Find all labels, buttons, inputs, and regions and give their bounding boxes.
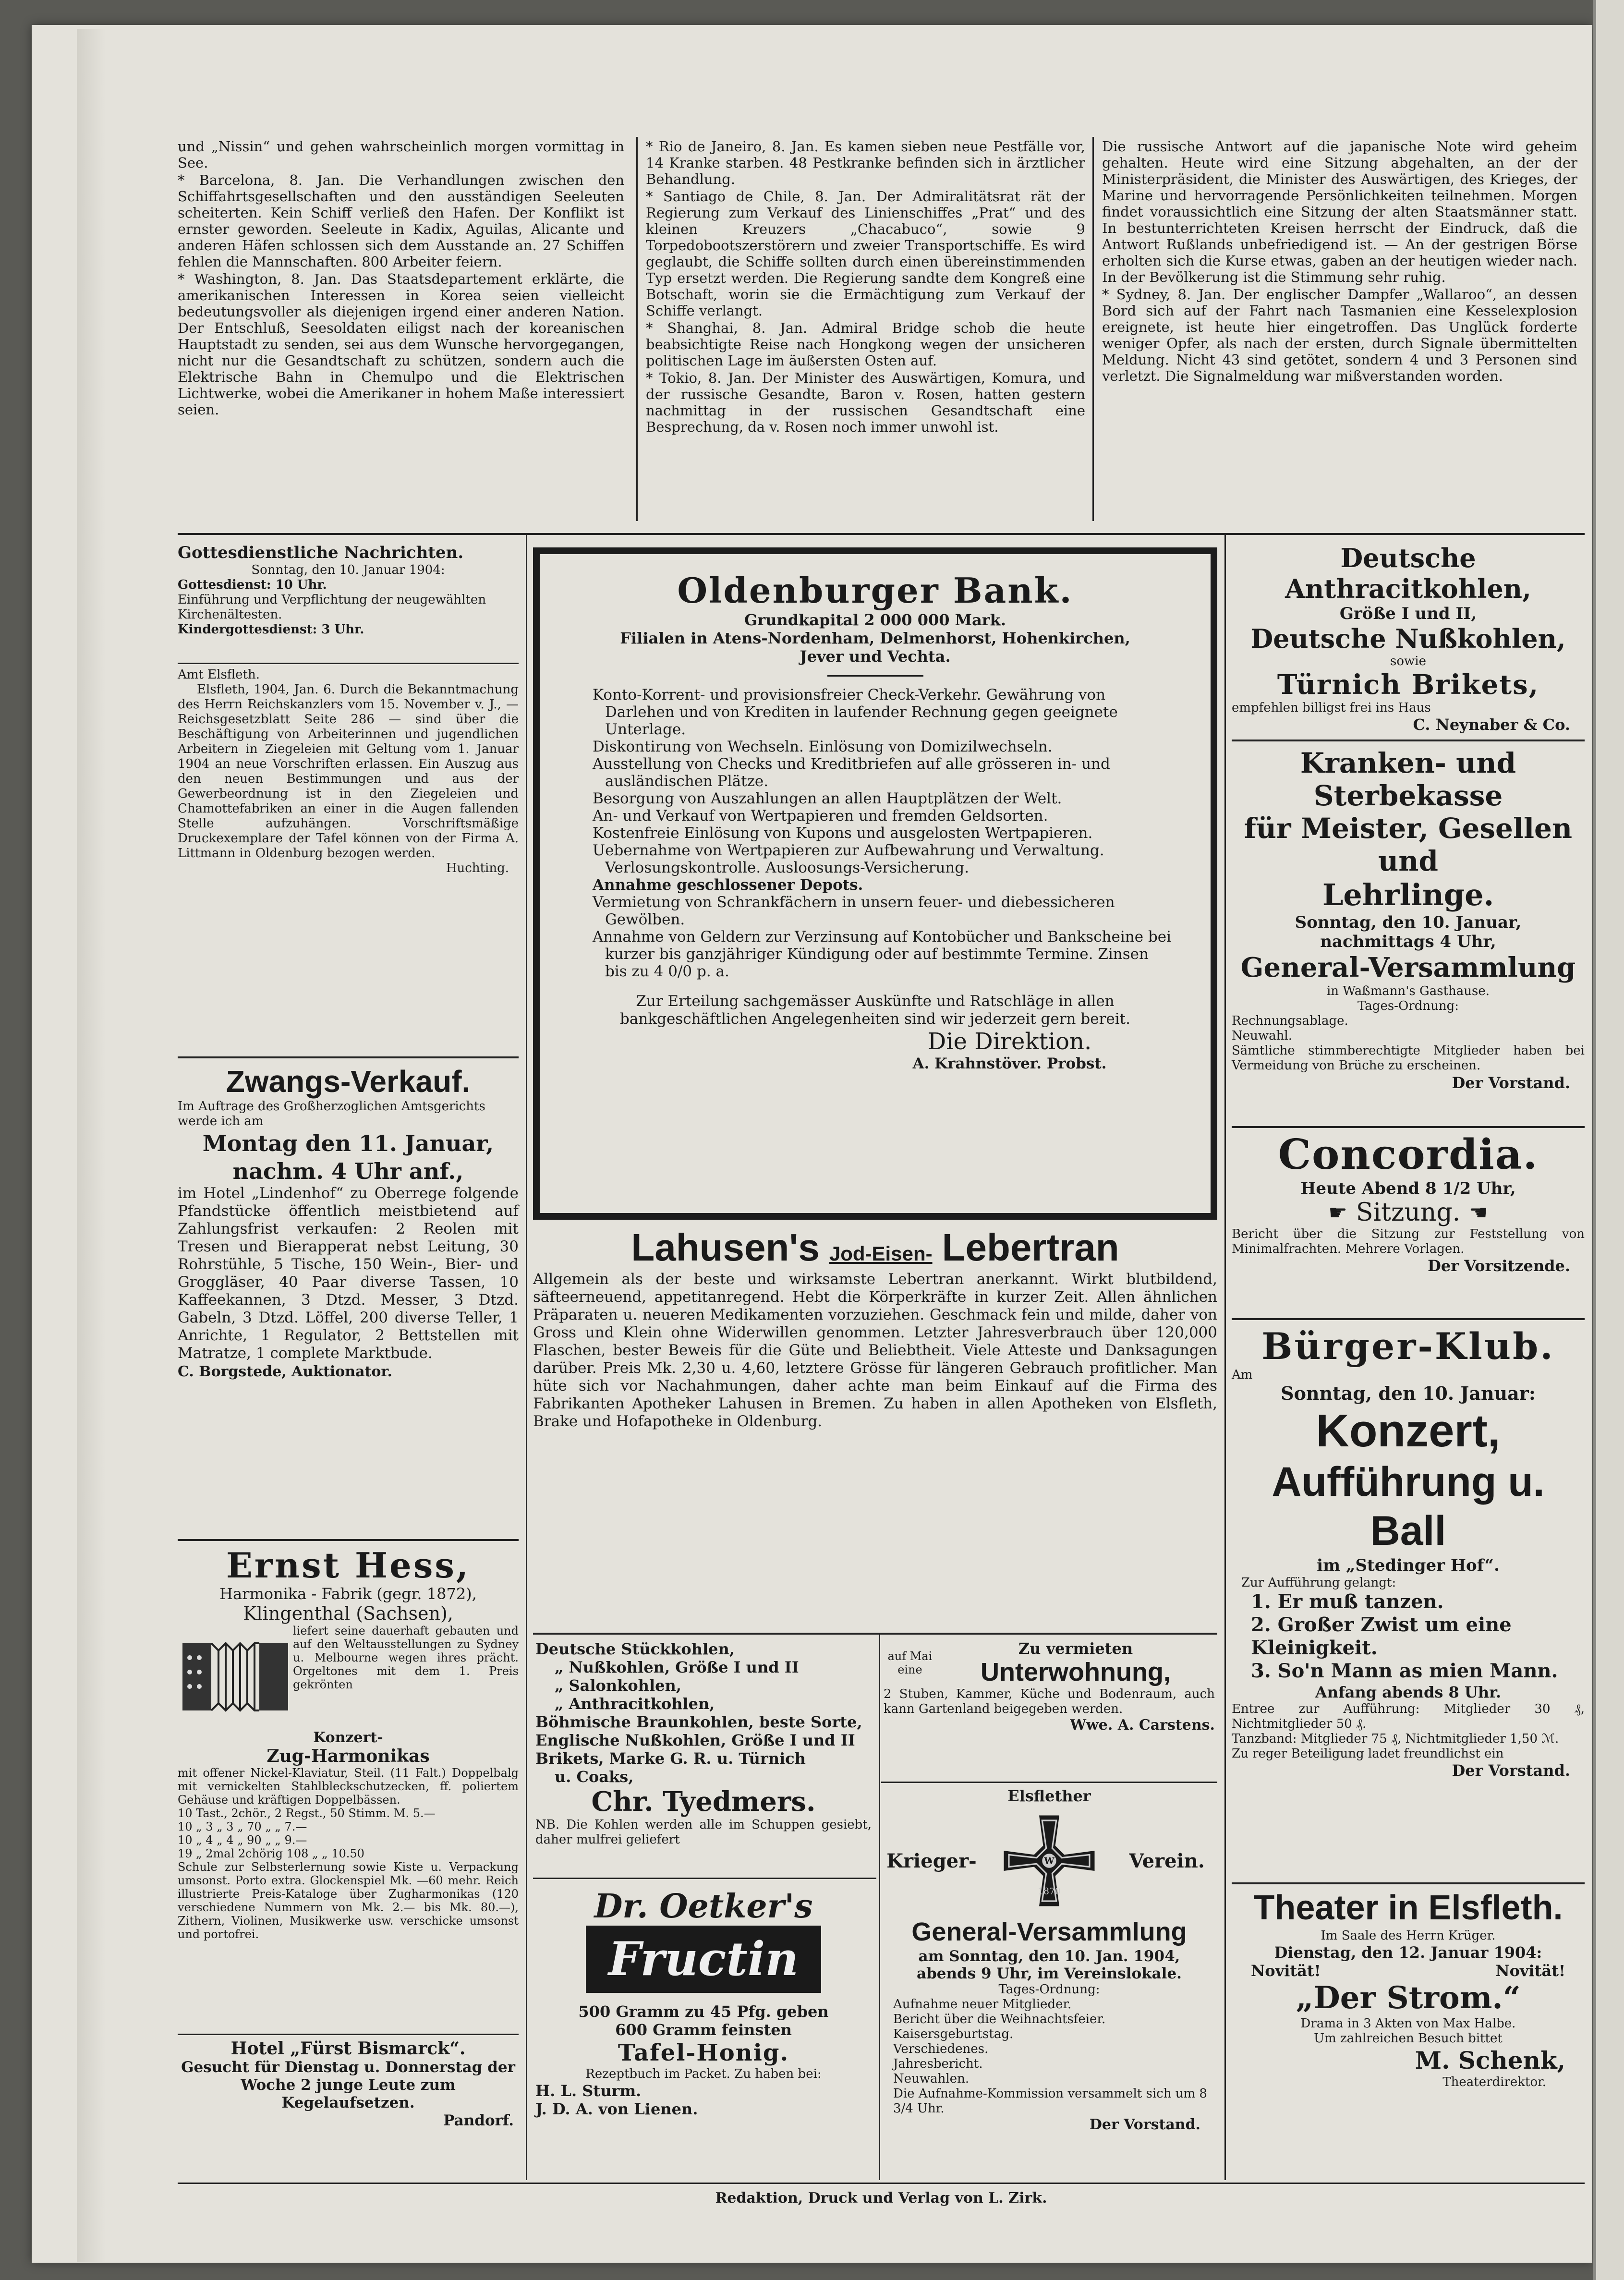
bank-service-item: An- und Verkauf von Wertpapieren und fremden Geldsorten.: [593, 807, 1048, 825]
ad-line: Klingenthal (Sachsen),: [243, 1603, 453, 1624]
notice-heading: Amt Elsfleth.: [178, 667, 260, 682]
brand-product: Fructin: [586, 1926, 821, 1993]
ad-product: Tafel-Honig.: [618, 2039, 789, 2066]
buerger-klub-ad: [1232, 1325, 1585, 1780]
ad-rule: [1232, 1318, 1585, 1320]
ad-line: empfehlen billigst frei ins Haus: [1232, 701, 1431, 715]
pointing-hand-icon: ☛: [1328, 1200, 1347, 1225]
news-column-2: [646, 138, 1085, 436]
ad-body: Bericht über die Sitzung zur Feststellung von Minimalfrachten. Mehrere Vorlagen.: [1232, 1227, 1585, 1256]
ad-line: Drama in 3 Akten von Max Halbe.: [1300, 2016, 1516, 2031]
coal-item: „ Nußkohlen, Größe I und II: [555, 1658, 799, 1676]
program-item: 2. Großer Zwist um eine Kleinigkeit.: [1251, 1613, 1512, 1659]
bank-services: [564, 686, 1187, 980]
coal-item: Englische Nußkohlen, Größe I und II: [535, 1731, 855, 1749]
ad-title-part: Jod-Eisen-: [829, 1242, 933, 1265]
ad-side-text: auf Mai eine: [887, 1649, 933, 1676]
bank-service-item: Besorgung von Auszahlungen an allen Hauptplätzen der Welt.: [593, 790, 1062, 807]
ad-line: Zu reger Beteiligung ladet freundlichst ein: [1232, 1746, 1504, 1761]
accordion-illustration: [178, 1624, 293, 1730]
column-rule: [879, 1633, 880, 2180]
ad-signature: M. Schenk,: [1415, 2046, 1565, 2074]
news-paragraph: und „Nissin“ und gehen wahrscheinlich morgen vormittag in See.: [178, 138, 624, 171]
ad-line: Heute Abend 8 1/2 Uhr,: [1300, 1179, 1516, 1198]
bank-service-item: Annahme von Geldern zur Verzinsung auf Kontobücher und Bankscheine bei kurzer bis ganzjähriger Kündigung oder auf bestimmte Termine. Zinsen bis zu 4 0/0 p. a.: [593, 928, 1172, 980]
coal-dealer: Chr. Tyedmers.: [591, 1786, 816, 1818]
ad-body: Sämtliche stimmberechtigte Mitglieder haben bei Vermeidung von Brüche zu erscheinen.: [1232, 1043, 1585, 1073]
price-row: 10 „ 3 „ 3 „ 70 „ „ 7.—: [178, 1820, 307, 1833]
agenda-item: Verschiedenes.: [893, 2042, 989, 2056]
ad-rule: [533, 1633, 1217, 1635]
ad-line: sowie: [1390, 654, 1426, 668]
ad-title: Zwangs-Verkauf.: [226, 1064, 471, 1099]
news-column-3: [1102, 138, 1577, 385]
oetker-fructin-ad: [535, 1887, 872, 2118]
ad-signature: C. Neynaber & Co.: [1413, 716, 1570, 734]
ad-signature: Der Vorstand.: [1089, 2116, 1200, 2133]
ad-line: Tanzband: Mitglieder 75 ₰, Nichtmitglieder 1,50 ℳ.: [1232, 1732, 1559, 1746]
news-paragraph: * Santiago de Chile, 8. Jan. Der Admiralitätsrat rät der Regierung zum Verkauf des Linienschiffes „Prat“ und des kleinen Kreuzers „Chacabuco“, sowie 9 Torpedobootszerstörern und zweier Transportschiffe. Es wird geglaubt, die Schiffe sollten durch einen übereinstimmenden Typ ersetzt werden. Die Regierung sandte dem Kongreß eine Botschaft, worin sie die Ermächtigung zum Verkauf der Schiffe verlangt.: [646, 188, 1085, 319]
ad-rule: [178, 1056, 519, 1058]
ad-line: Im Saale des Herrn Krüger.: [1321, 1928, 1496, 1943]
bank-direction: Die Direktion.: [927, 1028, 1092, 1055]
ad-line: Entree zur Aufführung: Mitglieder 30 ₰, Nichtmitglieder 50 ₰.: [1232, 1702, 1585, 1731]
ad-title: Türnich Brikets,: [1277, 669, 1539, 701]
next-page-edge: [1593, 0, 1624, 2280]
ad-signature: Der Vorstand.: [1452, 1074, 1570, 1092]
column-rule: [1092, 137, 1094, 521]
agenda-item: Aufnahme neuer Mitglieder.: [893, 1997, 1072, 2012]
ad-line: Zug-Harmonikas: [267, 1746, 430, 1766]
zwangsverkauf-ad: [178, 1064, 519, 1382]
ad-title-part: Lahusen's: [631, 1226, 820, 1269]
ad-signature: C. Borgstede, Auktionator.: [178, 1363, 392, 1380]
anthracitkohlen-ad: [1232, 543, 1585, 734]
bank-service-item: Vermietung von Schrankfächern in unsern feuer- und diebessicheren Gewölben.: [593, 894, 1115, 928]
coal-note: NB. Die Kohlen werden alle im Schuppen gesiebt, daher mulfrei geliefert: [535, 1818, 872, 1847]
ad-line: Zu vermieten: [1018, 1639, 1133, 1658]
program-item: 1. Er muß tanzen.: [1251, 1590, 1444, 1613]
ad-time: nachmittags 4 Uhr,: [1320, 932, 1496, 951]
ad-line: Konzert-: [313, 1729, 383, 1746]
ad-signature: Der Vorstand.: [1452, 1761, 1570, 1780]
krankenkasse-ad: [1232, 747, 1585, 1092]
price-row: 10 Tast., 2chör., 2 Regst., 50 Stimm. M. 5.—: [178, 1807, 436, 1820]
agenda-item: Neuwahl.: [1232, 1029, 1292, 1043]
ad-title: Lehrlinge.: [1322, 877, 1494, 912]
news-column-1: [178, 138, 624, 419]
news-paragraph: * Washington, 8. Jan. Das Staatsdepartement erklärte, die amerikanischen Interessen in Korea seien vielleicht bedeutungsvoller als diejenigen irgend einer anderen Nation. Der Entschluß, Seesoldaten eiligst nach der koreanischen Hauptstadt zu senden, sei aus dem Wunsche hervorgegangen, nicht nur die Gesandtschaft zu schützen, sondern auch die Elektrische Bahn in Chemulpo und die Elektrischen Lichtwerke, wobei die Amerikaner in hohem Maße interessiert seien.: [178, 271, 624, 418]
program-item: 3. So'n Mann as mien Mann.: [1251, 1660, 1558, 1682]
notice-line: Gottesdienst: 10 Uhr.: [178, 578, 327, 592]
bank-service-item: Annahme geschlossener Depots.: [593, 876, 863, 894]
novelty-label: Novität!: [1251, 1962, 1321, 1980]
news-paragraph: * Rio de Janeiro, 8. Jan. Es kamen sieben neue Pestfälle vor, 14 Kranke starben. 48 Pestkranke befinden sich in ärztlicher Behandlung.: [646, 138, 1085, 187]
notice-line: Einführung und Verpflichtung der neugewählten Kirchenältesten.: [178, 593, 486, 622]
ad-line: 600 Gramm feinsten: [615, 2021, 792, 2039]
agenda-item: Kaisersgeburtstag.: [893, 2027, 1014, 2041]
ad-rule: [1232, 740, 1585, 741]
ad-body: im Hotel „Lindenhof“ zu Oberrege folgende Pfandstücke öffentlich meistbietend auf Zahlungsfrist verkaufen: 2 Reolen mit Tresen und Bierapperat nebst Leitung, 30 Rohrstühle, 5 Tische, 150 Wein-, Bier- und Groggläser, 40 Paar diverse Tassen, 10 Kaffeekannen, 3 Dtzd. Messer, 3 Dtzd. Gabeln, 3 Dtzd. Löffel, 200 diverse Teller, 1 Anrichte, 1 Regulator, 2 Bettstellen mit Matratze, 1 complete Marktbude.: [178, 1185, 519, 1362]
fructin-logo: [586, 1887, 821, 2002]
ad-title: General-Versammlung: [911, 1917, 1187, 1946]
ad-footer: Schule zur Selbsterlernung sowie Kiste u. Verpackung umsonst. Porto extra. Glockenspiel Mk. —60 mehr. Reich illustrierte Preis-Kataloge über Zugharmonikas (120 verschiedene Nummern von Mk. 2.— bis Mk. 80.—), Zithern, Violinen, Musikwerke usw. verschicke umsonst und portofrei.: [178, 1860, 519, 1941]
ad-title: Kranken- und Sterbekasse: [1300, 747, 1516, 812]
ad-title: Aufführung u. Ball: [1272, 1459, 1545, 1554]
ad-rule: [178, 2034, 519, 2035]
coal-item: „ Anthracitkohlen,: [555, 1695, 715, 1713]
news-paragraph: * Barcelona, 8. Jan. Die Verhandlungen zwischen den Schiffahrtsgesellschaften und den ausständigen Seeleuten scheiterten. Kein Schiff verließ den Hafen. Der Konflikt ist ernster geworden. Seeleute in Kadix, Aguilas, Alicante und anderen Häfen schlossen sich dem Ausstande an. 27 Schiffen fehlen die Mannschaften. 800 Arbeiter feiern.: [178, 172, 624, 270]
ad-rule: [1232, 1882, 1585, 1884]
oldenburger-bank-ad: [533, 547, 1217, 1220]
ad-rule: [178, 1539, 519, 1541]
ad-date: am Sonntag, den 10. Jan. 1904, abends 9 Uhr, im Vereinslokale.: [917, 1948, 1182, 1982]
bank-capital: Grundkapital 2 000 000 Mark.: [744, 611, 1006, 629]
pointing-hand-icon: ☚: [1469, 1200, 1488, 1225]
brand-name: Dr. Oetker's: [594, 1887, 813, 1926]
news-paragraph: * Shanghai, 8. Jan. Admiral Bridge schob die heute beabsichtigte Reise nach Hongkong wegen der unsicheren politischen Lage im äußersten Osten auf.: [646, 320, 1085, 369]
theater-ad: [1232, 1887, 1585, 2090]
ad-line: Verein.: [1129, 1849, 1205, 1872]
gottesdienst-notice: [178, 543, 519, 637]
iron-cross-icon: [999, 1810, 1100, 1911]
ad-title: Bürger-Klub.: [1261, 1325, 1555, 1368]
notice-body: Elsfleth, 1904, Jan. 6. Durch die Bekanntmachung des Herrn Reichskanzlers vom 15. November v. J., — Reichsgesetzblatt Seite 286 — sind über die Beschäftigung von Arbeiterinnen und jugendlichen Arbeitern in Ziegeleien mit Geltung vom 1. Januar 1904 an neue Vorschriften erlassen. Ein Auszug aus den neuen Bestimmungen und aus der Gewerbeordnung ist in den Ziegeleien und Chamottefabriken an einer in die Augen fallenden Stelle aufzuhängen. Vorschriftsmäßige Druckexemplare der Tafel können von der Firma A. Littmann in Oldenburg bezogen werden.: [178, 682, 519, 861]
news-paragraph: * Sydney, 8. Jan. Der englischer Dampfer „Wallaroo“, an dessen Bord sich auf der Fahrt nach Tasmanien eine Kesselexplosion ereignete, ist heute hier eingetroffen. Das Unglück forderte weniger Opfer, als nach der ersten, durch Signale übermittelten Meldung. Nicht 43 sind getötet, sondern 4 und 3 Personen sind verletzt. Die Signalmeldung war mißverstanden worden.: [1102, 286, 1577, 384]
ad-date: Sonntag, den 10. Januar:: [1281, 1383, 1536, 1404]
ad-signature: Wwe. A. Carstens.: [1070, 1717, 1215, 1734]
ad-line: Elsflether: [1007, 1787, 1091, 1805]
ad-side-text: liefert seine dauerhaft gebauten und auf den Weltausstellungen zu Sydney u. Melbourne wegen ihres prächt. Orgeltones mit dem 1. Preis gekrönten: [293, 1624, 519, 1691]
ad-retailer: H. L. Sturm.: [535, 2082, 642, 2100]
ad-line: in Waßmann's Gasthause.: [1326, 984, 1490, 998]
footer-rule: [178, 2183, 1585, 2184]
ad-line: 500 Gramm zu 45 Pfg. geben: [578, 2002, 829, 2021]
amt-elsfleth-notice: [178, 667, 519, 876]
bank-branches: Filialen in Atens-Nordenham, Delmenhorst, Hohenkirchen, Jever und Vechta.: [620, 629, 1130, 666]
svg-text:W: W: [1044, 1856, 1054, 1867]
ad-title: Deutsche Anthracitkohlen,: [1285, 543, 1531, 604]
news-paragraph: * Tokio, 8. Jan. Der Minister des Auswärtigen, Komura, und der russische Gesandte, Baron v. Rosen, hatten gestern nachmittag in der russischen Gesandtschaft eine Besprechung, da v. Rosen noch immer unwohl ist.: [646, 370, 1085, 435]
ad-title: Theater in Elsfleth.: [1253, 1889, 1563, 1927]
ad-rule: [533, 1878, 876, 1879]
ad-title: General-Versammlung: [1240, 952, 1576, 983]
ad-line: Harmonika - Fabrik (gegr. 1872),: [219, 1585, 477, 1603]
novelty-label: Novität!: [1495, 1962, 1565, 1980]
ad-title: Hotel „Fürst Bismarck“.: [230, 2038, 466, 2059]
ad-line: Tages-Ordnung:: [1357, 999, 1459, 1013]
ad-date: Dienstag, den 12. Januar 1904:: [1274, 1943, 1542, 1962]
ad-body: 2 Stuben, Kammer, Küche und Bodenraum, auch kann Gartenland beigegeben werden.: [884, 1687, 1215, 1716]
agenda-item: Rechnungsablage.: [1232, 1014, 1348, 1028]
ad-title: Concordia.: [1278, 1130, 1539, 1179]
ad-line: Rezeptbuch im Packet. Zu haben bei:: [585, 2067, 822, 2081]
ad-line: im „Stedinger Hof“.: [1317, 1556, 1500, 1575]
bank-footer: Zur Erteilung sachgemässer Auskünfte und Ratschläge in allen bankgeschäftlichen Angelegenheiten sind wir jederzeit gern bereit.: [620, 993, 1130, 1028]
section-rule: [178, 533, 1585, 535]
ad-line: Tages-Ordnung:: [998, 1982, 1100, 1997]
column-rule: [636, 137, 638, 521]
notice-title: Gottesdienstliche Nachrichten.: [178, 543, 464, 562]
play-title: „Der Strom.“: [1296, 1980, 1521, 2016]
news-paragraph: Die russische Antwort auf die japanische Note wird geheim gehalten. Heute wird eine Sitzung abgehalten, an der der Ministerpräsident, die Minister des Auswärtigen, des Krieges, der Marine und hervorragende Persönlichkeiten teilnehmen. Morgen findet voraussichtlich eine Sitzung der alten Staatsmänner statt. In bestunterrichteten Kreisen herrscht der Eindruck, daß die Antwort Rußlands unbefriedigend ist. — An der gestrigen Börse erholten sich die Kurse etwas, gaben an der heutigen wieder nach. In der Bevölkerung ist die Stimmung sehr ruhig.: [1102, 138, 1577, 285]
agenda-item: Bericht über die Weihnachtsfeier.: [893, 2012, 1106, 2026]
cross-year: 1870: [1037, 1886, 1061, 1897]
ad-line: Krieger-: [886, 1849, 977, 1872]
notice-date: Sonntag, den 10. Januar 1904:: [251, 563, 445, 577]
ad-body: Allgemein als der beste und wirksamste Lebertran anerkannt. Wirkt blutbildend, säfteerneuend, appetitanregend. Hebt die Körperkräfte in kurzer Zeit. Allen ähnlichen Präparaten u. neueren Medikamenten vorzuziehen. Geschmack fein und milde, daher von Gross und Klein ohne Widerwillen genommen. Letzter Jahresverbrauch über 120,000 Flaschen, bester Beweis für die Güte und Beliebtheit. Viele Atteste und Danksagungen darüber. Preis Mk. 2,30 u. 4,60, letztere Grösse für längeren Gebrauch profitlicher. Man hüte sich vor Nachahmungen, daher achte man beim Einkauf auf die Firma des Fabrikanten Apotheker Lahusen in Bremen. Zu haben in allen Apotheken von Elsfleth, Brake und Hofapotheke in Oldenburg.: [533, 1271, 1217, 1430]
ad-title: Ernst Hess,: [226, 1545, 470, 1586]
agenda-item: Jahresbericht.: [893, 2057, 983, 2071]
ad-rule: [178, 663, 519, 664]
ad-title: Konzert,: [1316, 1405, 1501, 1456]
ad-line: Größe I und II,: [1339, 604, 1477, 623]
coal-item: Brikets, Marke G. R. u. Türnich: [535, 1749, 806, 1768]
page-content: [178, 130, 1585, 2238]
ad-signature: Pandorf.: [443, 2112, 514, 2129]
ad-date: Montag den 11. Januar,: [202, 1130, 494, 1156]
ad-footer: Die Aufnahme-Kommission versammelt sich um 8 3/4 Uhr.: [893, 2086, 1207, 2116]
coal-item: Böhmische Braunkohlen, beste Sorte,: [535, 1713, 862, 1731]
ad-line: Am: [1232, 1368, 1253, 1382]
lahusen-lebertran-ad: [533, 1225, 1217, 1431]
coal-item: Deutsche Stückkohlen,: [535, 1640, 735, 1658]
ad-line: Um zahlreichen Besuch bittet: [1314, 2031, 1503, 2046]
ad-line: Sitzung.: [1356, 1198, 1461, 1227]
ad-signature: Der Vorsitzende.: [1428, 1257, 1570, 1275]
ad-line: Theaterdirektor.: [1442, 2075, 1546, 2089]
bank-divider: [827, 675, 923, 677]
unterwohnung-ad: [884, 1640, 1215, 1734]
ad-date: Sonntag, den 10. Januar,: [1295, 913, 1522, 932]
kohlen-ad: [535, 1640, 872, 1847]
column-rule: [526, 533, 527, 2180]
ad-title-part: Lebertran: [942, 1226, 1119, 1269]
bank-service-item: Diskontirung von Wechseln. Einlösung von Domizilwechseln.: [593, 738, 1053, 755]
coal-item: u. Coaks,: [555, 1768, 634, 1786]
ad-line: Im Auftrage des Großherzoglichen Amtsgerichts werde ich am: [178, 1099, 485, 1128]
bank-signatories: A. Krahnstöver. Probst.: [912, 1055, 1107, 1072]
ad-time: nachm. 4 Uhr anf.,: [232, 1158, 464, 1184]
bismarck-ad: [178, 2038, 519, 2129]
ad-line: Zur Aufführung gelangt:: [1241, 1576, 1396, 1590]
ad-title: für Meister, Gesellen und: [1244, 812, 1573, 877]
ad-body: Gesucht für Dienstag u. Donnerstag der Woche 2 junge Leute zum Kegelaufsetzen.: [181, 2059, 515, 2111]
bank-service-item: Konto-Korrent- und provisionsfreier Check-Verkehr. Gewährung von Darlehen und von Krediten in laufender Rechnung gegen geeignete Unterlage.: [593, 686, 1118, 738]
concordia-ad: [1232, 1131, 1585, 1275]
ad-body: mit offener Nickel-Klaviatur, Steil. (11 Falt.) Doppelbalg mit vernickelten Stahlbleckschutzecken, ff. poliertem Gehäuse und kräftigen Doppelbässen.: [178, 1766, 519, 1807]
imprint: Redaktion, Druck und Verlag von L. Zirk.: [715, 2190, 1047, 2207]
bank-service-item: Ausstellung von Checks und Kreditbriefen auf alle grösseren in- und ausländischen Plätze.: [593, 755, 1110, 790]
price-row: 19 „ 2mal 2chörig 108 „ „ 10.50: [178, 1847, 364, 1860]
column-rule: [1224, 533, 1226, 2180]
notice-line: Kindergottesdienst: 3 Uhr.: [178, 622, 364, 637]
agenda-item: Neuwahlen.: [893, 2072, 970, 2086]
bank-service-item: Uebernahme von Wertpapieren zur Aufbewahrung und Verwaltung. Verlosungskontrolle. Ausloosungs-Versicherung.: [593, 842, 1104, 876]
ernst-hess-ad: [178, 1546, 519, 1941]
notice-signature: Huchting.: [446, 861, 509, 875]
ad-rule: [881, 1782, 1217, 1783]
binding-gutter: [77, 29, 106, 2262]
ad-line: Anfang abends 8 Uhr.: [1315, 1683, 1502, 1701]
ad-title: Deutsche Nußkohlen,: [1250, 623, 1566, 654]
coal-item: „ Salonkohlen,: [555, 1676, 681, 1695]
bank-title: Oldenburger Bank.: [677, 570, 1073, 611]
ad-retailer: J. D. A. von Lienen.: [535, 2100, 698, 2118]
price-row: 10 „ 4 „ 4 „ 90 „ „ 9.—: [178, 1833, 307, 1847]
ad-rule: [1232, 1126, 1585, 1128]
ad-title: Unterwohnung,: [981, 1658, 1171, 1686]
bank-service-item: Kostenfreie Einlösung von Kupons und ausgelosten Wertpapieren.: [593, 825, 1093, 842]
kriegerverein-ad: [884, 1786, 1215, 2134]
